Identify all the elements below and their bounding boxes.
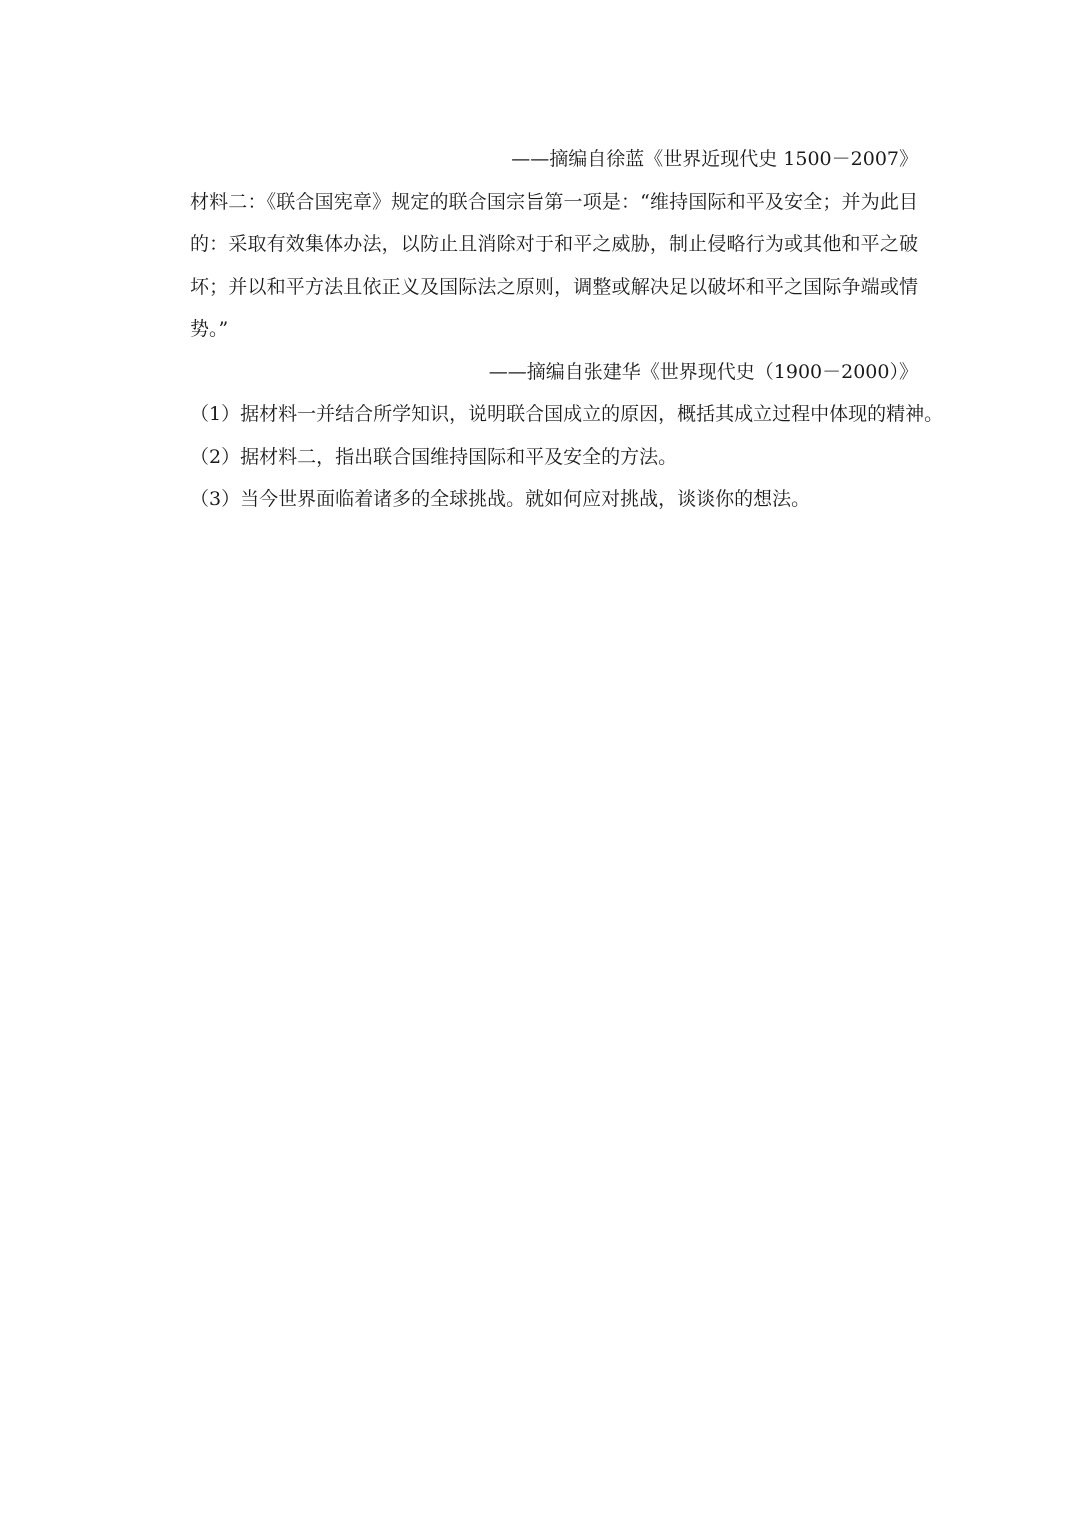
document-body xyxy=(190,138,944,521)
question-1: （1）据材料一并结合所学知识，说明联合国成立的原因，概括其成立过程中体现的精神。 xyxy=(190,403,944,425)
question-2: （2）据材料二，指出联合国维持国际和平及安全的方法。 xyxy=(190,445,678,468)
source-citation-2: ——摘编自张建华《世界现代史（1900－2000）》 xyxy=(488,360,918,383)
material-2-paragraph: 材料二：《联合国宪章》规定的联合国宗旨第一项是：“维持国际和平及安全；并为此目的：采取有效集体办法，以防止且消除对于和平之威胁，制止侵略行为或其他和平之破坏；并以和平方法且依正义及国际法之原则，调整或解决足以破坏和平之国际争端或情势。” xyxy=(190,190,918,340)
source-citation-1: ——摘编自徐蓝《世界近现代史 1500－2007》 xyxy=(511,148,918,170)
question-3: （3）当今世界面临着诸多的全球挑战。就如何应对挑战，谈谈你的想法。 xyxy=(190,488,811,510)
